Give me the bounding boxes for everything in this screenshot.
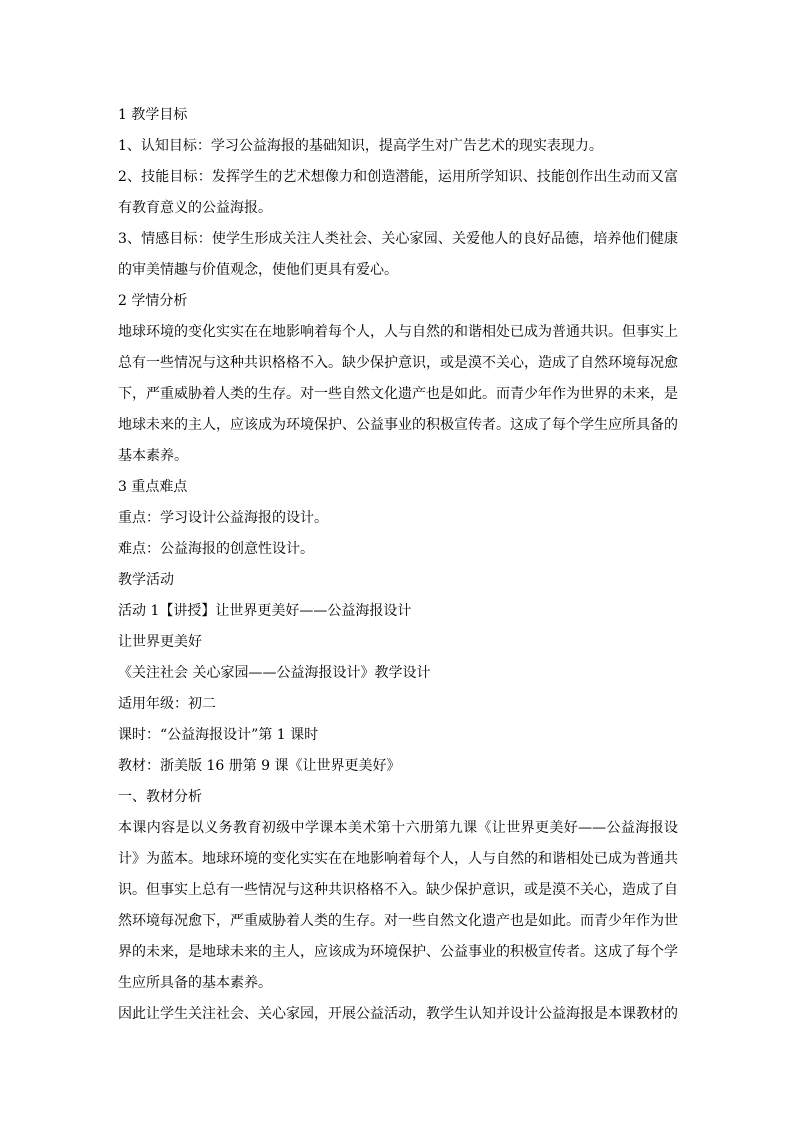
text-line: 教学活动 [118,572,174,588]
text-line: 难点：公益海报的创意性设计。 [118,541,314,557]
text-line: 一、教材分析 [118,789,202,805]
text-line: 地球未来的主人，应该成为环境保护、公益事业的积极宣传者。这成了每个学生应所具备的 [118,417,678,433]
text-line: 课时：“公益海报设计”第 1 课时 [118,727,319,743]
text-line: 1 教学目标 [118,107,188,123]
text-line: 有教育意义的公益海报。 [118,200,272,216]
text-line: 总有一些情况与这种共识格格不入。缺少保护意识，或是漠不关心，造成了自然环境每况愈 [118,355,678,371]
text-line: 然环境每况愈下，严重威胁着人类的生存。对一些自然文化遗产也是如此。而青少年作为世 [118,913,678,929]
text-line: 重点：学习设计公益海报的设计。 [118,510,328,526]
text-line: 的审美情趣与价值观念，使他们更具有爱心。 [118,262,398,278]
text-line: 界的未来，是地球未来的主人，应该成为环境保护、公益事业的积极宣传者。这成了每个学 [118,944,678,960]
text-line: 2 学情分析 [118,293,188,309]
text-line: 基本素养。 [118,448,188,464]
text-line: 《关注社会 关心家园——公益海报设计》教学设计 [118,665,431,681]
text-line: 3 重点难点 [118,479,188,495]
text-line: 让世界更美好 [118,634,202,650]
text-line: 2、技能目标：发挥学生的艺术想像力和创造潜能，运用所学知识、技能创作出生动而又富 [118,169,678,185]
document-page [118,100,678,1030]
text-line: 地球环境的变化实实在在地影响着每个人，人与自然的和谐相处已成为普通共识。但事实上 [118,324,678,340]
text-line: 本课内容是以义务教育初级中学课本美术第十六册第九课《让世界更美好——公益海报设 [118,820,678,836]
text-line: 计》为蓝本。地球环境的变化实实在在地影响着每个人，人与自然的和谐相处已成为普通共 [118,851,678,867]
text-line: 因此让学生关注社会、关心家园，开展公益活动，教学生认知并设计公益海报是本课教材的 [118,1006,678,1022]
text-line: 下，严重威胁着人类的生存。对一些自然文化遗产也是如此。而青少年作为世界的未来，是 [118,386,678,402]
text-line: 生应所具备的基本素养。 [118,975,272,991]
text-line: 适用年级：初二 [118,696,216,712]
text-line: 教材：浙美版 16 册第 9 课《让世界更美好》 [118,758,401,774]
text-line: 活动 1【讲授】让世界更美好——公益海报设计 [118,603,412,619]
text-line: 3、情感目标：使学生形成关注人类社会、关心家园、关爱他人的良好品德，培养他们健康 [118,231,678,247]
text-line: 识。但事实上总有一些情况与这种共识格格不入。缺少保护意识，或是漠不关心，造成了自 [118,882,678,898]
text-line: 1、认知目标：学习公益海报的基础知识，提高学生对广告艺术的现实表现力。 [118,138,603,154]
